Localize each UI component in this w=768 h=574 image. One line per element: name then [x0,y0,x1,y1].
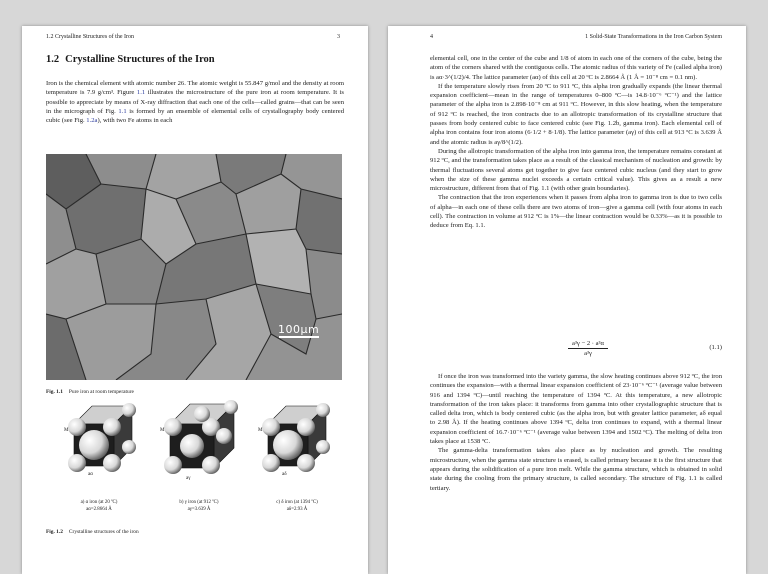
axis-edge-label: aδ [282,472,287,477]
running-head-title: 1.2 Crystalline Structures of the Iron [46,34,134,40]
scale-bar [279,336,319,338]
micrograph-image [46,154,342,380]
axis-side-label: M [258,428,263,433]
crystal-cells-drawing [46,398,344,498]
axis-side-label: M [64,428,69,433]
body-paragraph: During the allotropic transformation of the alpha iron into gamma iron, the temperature remains constant at 912 ºC, and the transformation takes place as a result of the classical mechanism of nucleation and growth: by thermal fluctuations several atoms get together to give face centered cubic nucleus (and they start to grow when the size of these gamma nuclei exceeds a certain critical value). This gives as a result a new microstructure, different from that of Fig. 1.1 (with other grain boundaries). [430,147,722,193]
axis-side-label: M [160,428,165,433]
figure-label: Fig. 1.1 [46,389,63,395]
section-number: 1.2 [46,54,60,65]
scale-bar-label: 100μm [278,323,320,336]
structure-label-gamma: b) γ iron (at 912 ºC) aγ=3.639 Å [179,500,219,512]
figure-link[interactable]: 1.2a [86,117,98,125]
figure-caption [46,389,134,395]
body-paragraph: If once the iron was transformed into the variety gamma, the slow heating continues above 912 ºC, the iron continues the expansion—with a thermal linear expansion coefficient of 23·10⁻⁶ ºC⁻¹ (average value between 916 and 1394 ºC)—until reaching the temperature of 1394 ºC. At this temperature, a new allotropic transformation of the iron takes place: it transforms from gamma into other crystallographic structure that is called delta iron, which is body centered cubic (as the alpha iron, but with greater lattice parameter, aδ equal to 2.98 Å). If the heating continues above 1394 ºC, delta iron continues to expand, with a thermal linear expansion coefficient of 16.7·10⁻⁶ ºC⁻¹ (average value between 1394 and 1502 ºC). The melting of delta iron takes place at 1538 ºC. [430,373,722,446]
equation [430,340,722,364]
equation-fraction [568,340,608,357]
body-paragraph: If the temperature slowly rises from 20 ºC to 911 ºC, this alpha iron gradually expands (the linear thermal expansion coefficient—mean in the range of temperatures 0–800 ºC—is 14.8·10⁻⁶ ºC⁻¹) and the lattice parameter of the alpha iron is 2.898·10⁻⁸ cm at 911 ºC. However, in this slow heating, when the temperature of 912 ºC is reached, the iron contracts due to an allotropic transformation of its crystalline structure that passes from body centered cubic to face centered cubic (see Fig. 1.2b, gamma iron). Each elemental cell of alpha iron contains four iron atoms (6·1/2 + 8·1/8). The lattice parameter (aγ) of this cell at 913 ºC is 3.639 Å and the atomic radius is aγ/8^(1/2). [430,82,722,146]
body-paragraph: Iron is the chemical element with atomic number 26. The atomic weight is 55.847 g/mol and the density at room temperature is 7.9 g/cm³. Figure 1.1 illustrates the microstructure of the pure iron at room temperature. It is possible to appreciate by means of X-ray diffraction that each one of the cells—called grains—that can be seen in the micrograph of Fig. 1.1 is formed by an ensemble of elemental cells of crystallography body centered cubic (see Fig. 1.2a), with two Fe atoms in each [46,80,344,125]
axis-edge-label: aγ [186,476,191,481]
equation-number: (1.1) [709,344,722,351]
page-number: 4 [430,34,433,40]
equation-denominator: a³γ [584,350,592,357]
section-heading [46,54,215,65]
figure-caption-text: Pure iron at room temperature [68,389,134,395]
section-title: Crystalline Structures of the Iron [65,54,215,65]
body-paragraph: The gamma-delta transformation takes also place as by nucleation and growth. The resulting microstructure, when the gamma state structure is erased, is called primary because it is the first structure that appears during the solidification of a pure iron melt. While the gamma structure, which is obtained in solid state during the cooling from the primary structure, is called secondary. The structure of Fig. 1.1 is called tertiary. [430,447,722,492]
body-paragraph: The contraction that the iron experiences when it passes from alpha iron to gamma iron is due to two cells of alpha—in each one of these cells there are two atoms of iron—give a gamma cell (with four atoms in each cell). The contraction in volume at 912 ºC is 1%—the linear contraction would be 0.33%—as it is possible to deduce from Eq. 1.1. [430,194,722,230]
right-page [388,26,746,574]
body-text-block [430,54,722,231]
figure-link[interactable]: 1.1 [136,89,146,97]
figure-caption [46,529,139,535]
page-number: 3 [337,34,340,40]
body-paragraph: elemental cell, one in the center of the cube and 1/8 of atom in each one of the corners of the cube, being the atom of the corners shared with the contiguous cells. The atomic radius of this variety of Fe (called alpha iron) is aα·3^(1/2)/4. The lattice parameter (aα) of this cell at 20 ºC is 2.8664 Å (1 Å = 10⁻⁸ cm = 0.1 nm). [430,55,722,81]
running-head-title: 1 Solid-State Transformations in the Iron Carbon System [585,34,722,40]
figure-label: Fig. 1.2 [46,529,63,535]
crystal-structures-figure [46,398,344,526]
equation-numerator: a³γ − 2 · a³α [568,340,608,349]
structure-label-delta: c) δ iron (at 1394 ºC) aδ=2.93 Å [276,500,318,512]
structure-label-alpha: a) α iron (at 20 ºC) aα=2.8664 Å [80,500,118,512]
left-page [22,26,368,574]
body-text-block [430,372,722,493]
figure-link[interactable]: 1.1 [118,107,127,115]
axis-edge-label: aα [88,472,93,477]
figure-caption-text: Crystalline structures of the iron [68,529,139,535]
